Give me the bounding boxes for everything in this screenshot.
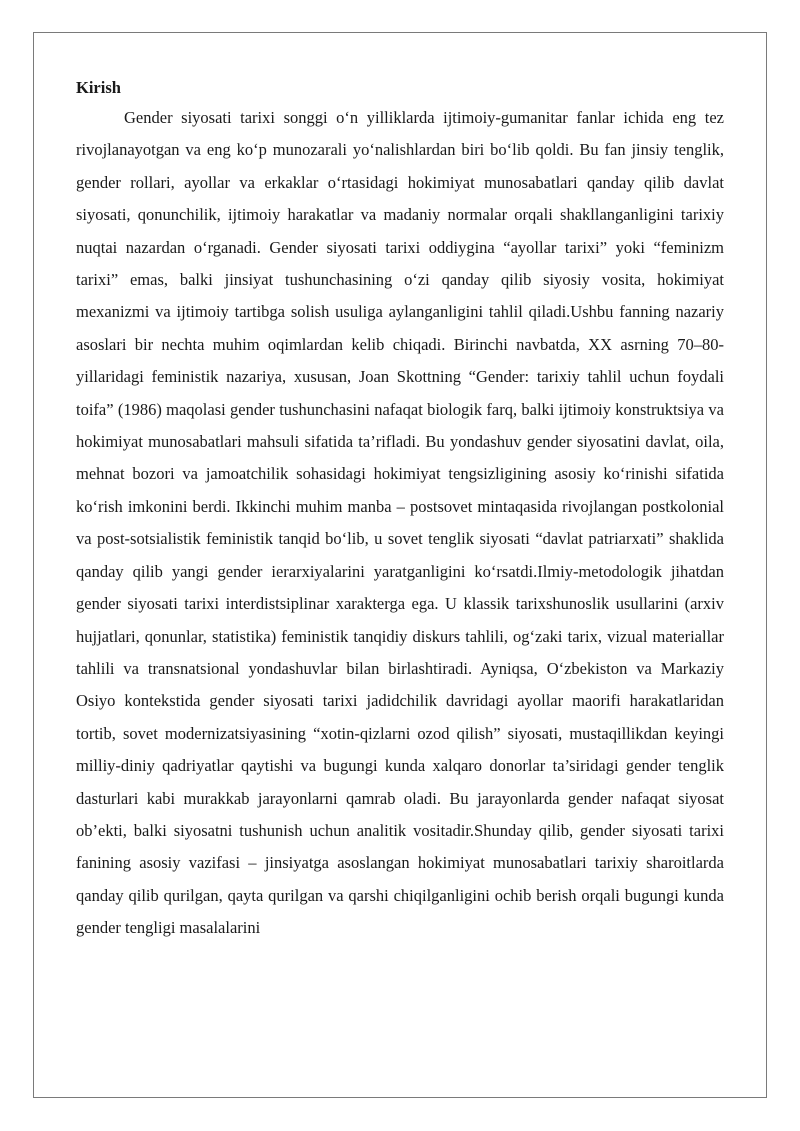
document-content xyxy=(76,73,724,1035)
body-paragraph: Gender siyosati tarixi songgi o‘n yilliklarda ijtimoiy-gumanitar fanlar ichida eng tez rivojlanayotgan va eng ko‘p munozarali yo‘nalishlardan biri bo‘lib qoldi. Bu fan jinsiy tenglik, gender rollari, ayollar va erkaklar o‘rtasidagi hokimiyat munosabatlari qanday qilib davlat siyosati, qonunchilik, ijtimoiy harakatlar va madaniy normalar orqali shakllanganligini tarixiy nuqtai nazardan o‘rganadi. Gender siyosati tarixi oddiygina “ayollar tarixi” yoki “feminizm tarixi” emas, balki jinsiyat tushunchasining o‘zi qanday qilib siyosiy vosita, hokimiyat mexanizmi va ijtimoiy tartibga solish usuliga aylanganligini tahlil qiladi.Ushbu fanning nazariy asoslari bir nechta muhim oqimlardan kelib chiqadi. Birinchi navbatda, XX asrning 70–80-yillaridagi feministik nazariya, xususan, Joan Skottning “Gender: tarixiy tahlil uchun foydali toifa” (1986) maqolasi gender tushunchasini nafaqat biologik farq, balki ijtimoiy konstruktsiya va hokimiyat munosabatlari mahsuli sifatida ta’rifladi. Bu yondashuv gender siyosatini davlat, oila, mehnat bozori va jamoatchilik sohasidagi hokimiyat tengsizligining asosiy ko‘rinishi sifatida ko‘rish imkonini berdi. Ikkinchi muhim manba – postsovet mintaqasida rivojlangan postkolonial va post-sotsialistik feministik tanqid bo‘lib, u sovet tenglik siyosati “davlat patriarxati” shaklida qanday qilib yangi gender ierarxiyalarini yaratganligini ko‘rsatdi.Ilmiy-metodologik jihatdan gender siyosati tarixi interdistsiplinar xarakterga ega. U klassik tarixshunoslik usullarini (arxiv hujjatlari, qonunlar, statistika) feministik tanqidiy diskurs tahlili, og‘zaki tarix, vizual materiallar tahlili va transnatsional yondashuvlar bilan birlashtiradi. Ayniqsa, O‘zbekiston va Markaziy Osiyo kontekstida gender siyosati tarixi jadidchilik davridagi ayollar maorifi harakatlaridan tortib, sovet modernizatsiyasining “xotin-qizlarni ozod qilish” siyosati, mustaqillikdan keyingi milliy-diniy qadriyatlar qaytishi va bugungi kunda xalqaro donorlar ta’siridagi gender tenglik dasturlari kabi murakkab jarayonlarni qamrab oladi. Bu jarayonlarda gender nafaqat siyosat ob’ekti, balki siyosatni tushunish uchun analitik vositadir.Shunday qilib, gender siyosati tarixi fanining asosiy vazifasi – jinsiyatga asoslangan hokimiyat munosabatlari tarixiy sharoitlarda qanday qilib qurilgan, qayta qurilgan va qarshi chiqilganligini ochib berish orqali bugungi kunda gender tengligi masalalarini xyxy=(76,108,724,938)
section-heading: Kirish xyxy=(76,78,121,97)
